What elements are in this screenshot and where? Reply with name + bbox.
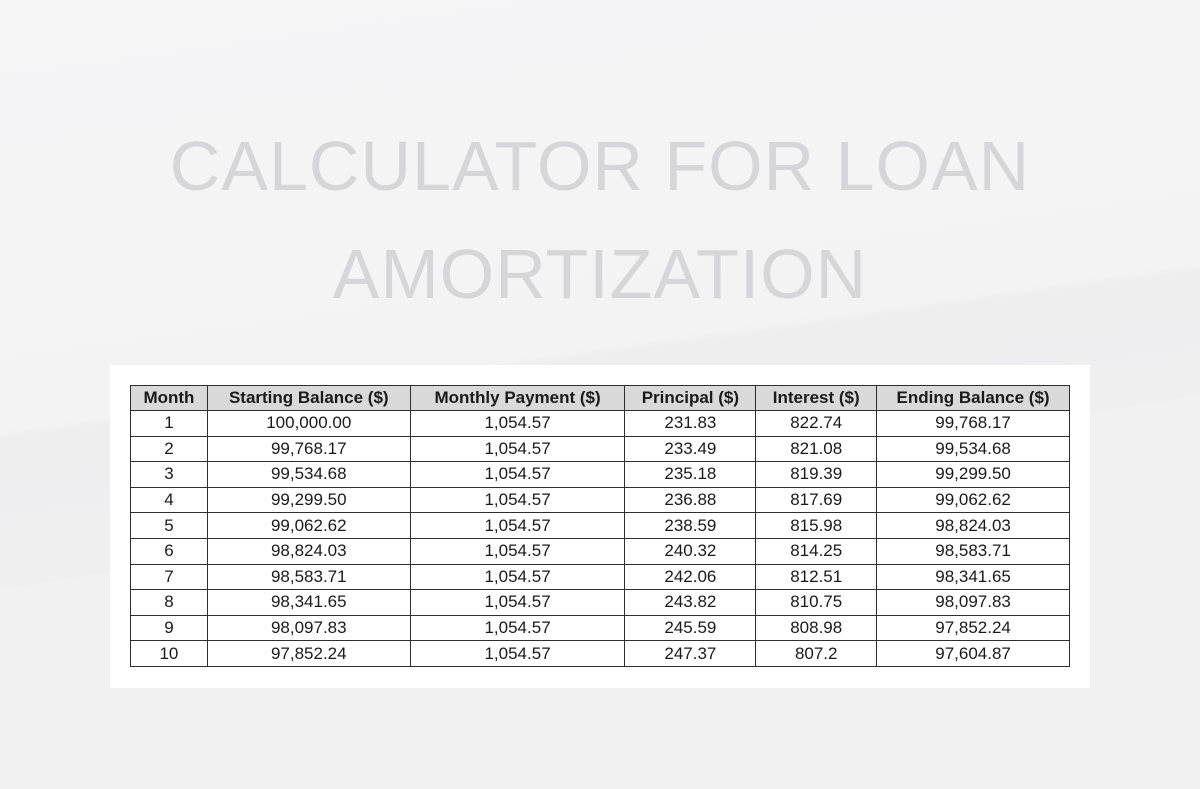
table-row <box>131 590 1070 616</box>
cell-month: 3 <box>131 462 208 488</box>
cell-ending-balance: 99,062.62 <box>877 487 1070 513</box>
cell-principal: 240.32 <box>625 538 756 564</box>
cell-ending-balance: 98,341.65 <box>877 564 1070 590</box>
cell-starting-balance: 99,534.68 <box>207 462 410 488</box>
page-title-line-2: AMORTIZATION <box>332 235 868 313</box>
cell-principal: 242.06 <box>625 564 756 590</box>
cell-monthly-payment: 1,054.57 <box>410 487 625 513</box>
table-card <box>110 365 1090 688</box>
cell-starting-balance: 98,097.83 <box>207 615 410 641</box>
cell-starting-balance: 100,000.00 <box>207 411 410 437</box>
cell-starting-balance: 98,583.71 <box>207 564 410 590</box>
cell-principal: 238.59 <box>625 513 756 539</box>
cell-monthly-payment: 1,054.57 <box>410 436 625 462</box>
table-row <box>131 436 1070 462</box>
table-row <box>131 487 1070 513</box>
cell-interest: 810.75 <box>756 590 877 616</box>
cell-ending-balance: 99,299.50 <box>877 462 1070 488</box>
cell-principal: 235.18 <box>625 462 756 488</box>
cell-starting-balance: 99,768.17 <box>207 436 410 462</box>
cell-month: 1 <box>131 411 208 437</box>
cell-principal: 233.49 <box>625 436 756 462</box>
cell-interest: 815.98 <box>756 513 877 539</box>
cell-ending-balance: 99,534.68 <box>877 436 1070 462</box>
table-row <box>131 513 1070 539</box>
cell-monthly-payment: 1,054.57 <box>410 641 625 667</box>
cell-interest: 821.08 <box>756 436 877 462</box>
cell-monthly-payment: 1,054.57 <box>410 538 625 564</box>
cell-month: 7 <box>131 564 208 590</box>
cell-month: 8 <box>131 590 208 616</box>
cell-monthly-payment: 1,054.57 <box>410 615 625 641</box>
cell-interest: 808.98 <box>756 615 877 641</box>
cell-month: 2 <box>131 436 208 462</box>
cell-monthly-payment: 1,054.57 <box>410 513 625 539</box>
cell-ending-balance: 98,824.03 <box>877 513 1070 539</box>
cell-starting-balance: 99,299.50 <box>207 487 410 513</box>
header-starting-balance: Starting Balance ($) <box>207 386 410 411</box>
header-ending-balance: Ending Balance ($) <box>877 386 1070 411</box>
table-header-row <box>131 386 1070 411</box>
cell-monthly-payment: 1,054.57 <box>410 590 625 616</box>
header-principal: Principal ($) <box>625 386 756 411</box>
cell-month: 10 <box>131 641 208 667</box>
cell-monthly-payment: 1,054.57 <box>410 411 625 437</box>
page-title-line-1: CALCULATOR FOR LOAN <box>169 127 1031 205</box>
cell-principal: 247.37 <box>625 641 756 667</box>
cell-principal: 245.59 <box>625 615 756 641</box>
header-monthly-payment: Monthly Payment ($) <box>410 386 625 411</box>
cell-ending-balance: 99,768.17 <box>877 411 1070 437</box>
cell-month: 6 <box>131 538 208 564</box>
cell-ending-balance: 98,583.71 <box>877 538 1070 564</box>
cell-month: 4 <box>131 487 208 513</box>
cell-principal: 243.82 <box>625 590 756 616</box>
cell-ending-balance: 98,097.83 <box>877 590 1070 616</box>
cell-interest: 807.2 <box>756 641 877 667</box>
page-title <box>0 112 1200 328</box>
header-month: Month <box>131 386 208 411</box>
table-row <box>131 538 1070 564</box>
cell-starting-balance: 97,852.24 <box>207 641 410 667</box>
cell-interest: 812.51 <box>756 564 877 590</box>
amortization-table <box>130 385 1070 667</box>
cell-month: 9 <box>131 615 208 641</box>
cell-ending-balance: 97,604.87 <box>877 641 1070 667</box>
table-row <box>131 641 1070 667</box>
cell-starting-balance: 98,341.65 <box>207 590 410 616</box>
cell-starting-balance: 99,062.62 <box>207 513 410 539</box>
cell-interest: 814.25 <box>756 538 877 564</box>
cell-interest: 819.39 <box>756 462 877 488</box>
cell-ending-balance: 97,852.24 <box>877 615 1070 641</box>
cell-monthly-payment: 1,054.57 <box>410 462 625 488</box>
table-row <box>131 462 1070 488</box>
cell-month: 5 <box>131 513 208 539</box>
cell-principal: 236.88 <box>625 487 756 513</box>
cell-interest: 817.69 <box>756 487 877 513</box>
header-interest: Interest ($) <box>756 386 877 411</box>
cell-monthly-payment: 1,054.57 <box>410 564 625 590</box>
table-row <box>131 564 1070 590</box>
table-row <box>131 615 1070 641</box>
cell-interest: 822.74 <box>756 411 877 437</box>
table-row <box>131 411 1070 437</box>
cell-starting-balance: 98,824.03 <box>207 538 410 564</box>
cell-principal: 231.83 <box>625 411 756 437</box>
